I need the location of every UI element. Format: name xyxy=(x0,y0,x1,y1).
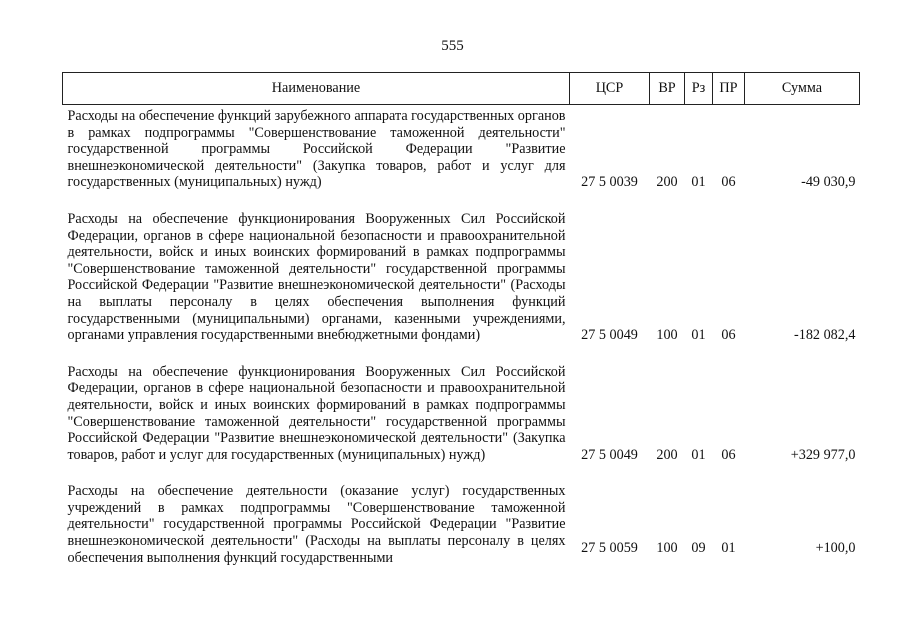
row-vr: 200 xyxy=(656,446,678,463)
row-csr: 27 5 0039 xyxy=(581,174,638,191)
row-sum: -49 030,9 xyxy=(801,174,856,191)
header-name: Наименование xyxy=(63,73,570,105)
table-row xyxy=(63,105,860,206)
row-sum: -182 082,4 xyxy=(794,327,856,344)
header-row xyxy=(63,73,860,105)
row-sum: +329 977,0 xyxy=(790,446,856,463)
row-name: Расходы на обеспечение функционирования Вооруженных Сил Российской Федерации, органов в сфере национальной безопасности и правоохранительной деятельности, войск и иных воинских формирований в рамках подпрограммы "Совершенствование таможенной деятельности" государственной программы Российской Федерации "Развитие внешнеэкономической деятельности" (Расходы на выплаты персоналу в целях обеспечения выполнения функций государственными (муниципальными) органами, казенными учреждениями, органами управления государственными внебюджетными фондами) xyxy=(67,210,566,344)
page-number: 555 xyxy=(441,38,464,54)
table-row xyxy=(63,478,860,566)
row-rz: 09 xyxy=(691,540,706,557)
row-csr: 27 5 0049 xyxy=(581,327,638,344)
row-csr: 27 5 0049 xyxy=(581,446,638,463)
row-csr: 27 5 0059 xyxy=(581,540,638,557)
table-row xyxy=(63,206,860,359)
table-header xyxy=(63,73,860,105)
row-name: Расходы на обеспечение функционирования Вооруженных Сил Российской Федерации, органов в сфере национальной безопасности и правоохранительной деятельности, войск и иных воинских формирований в рамках подпрограммы "Совершенствование таможенной деятельности" государственной программы Российской Федерации "Развитие внешнеэкономической деятельности" (Закупка товаров, работ и услуг для государственных (муниципальных) нужд) xyxy=(67,363,566,463)
row-vr: 200 xyxy=(656,174,678,191)
budget-table xyxy=(62,72,860,566)
header-csr: ЦСР xyxy=(570,73,650,105)
row-rz: 01 xyxy=(691,327,706,344)
row-sum: +100,0 xyxy=(815,540,856,557)
row-vr: 100 xyxy=(656,540,678,557)
row-vr: 100 xyxy=(656,327,678,344)
header-sum: Сумма xyxy=(745,73,860,105)
table-body xyxy=(63,105,860,567)
row-pr: 06 xyxy=(721,446,736,463)
header-vr: ВР xyxy=(650,73,685,105)
row-name: Расходы на обеспечение деятельности (оказание услуг) государственных учреждений в рамках подпрограммы "Совершенствование таможенной деятельности" государственной программы Российской Федерации "Развитие внешнеэкономической деятельности" (Расходы на выплаты персоналу в целях обеспечения выполнения функций государственными xyxy=(67,483,566,566)
header-pr: ПР xyxy=(713,73,745,105)
table-row xyxy=(63,359,860,479)
row-rz: 01 xyxy=(691,174,706,191)
row-pr: 01 xyxy=(721,540,736,557)
row-pr: 06 xyxy=(721,174,736,191)
row-rz: 01 xyxy=(691,446,706,463)
row-pr: 06 xyxy=(721,327,736,344)
header-rz: Рз xyxy=(685,73,713,105)
row-name: Расходы на обеспечение функций зарубежного аппарата государственных органов в рамках подпрограммы "Совершенствование таможенной деятельности" государственной программы Российской Федерации "Развитие внешнеэкономической деятельности" (Закупка товаров, работ и услуг для государственных (муниципальных) нужд) xyxy=(67,108,566,191)
